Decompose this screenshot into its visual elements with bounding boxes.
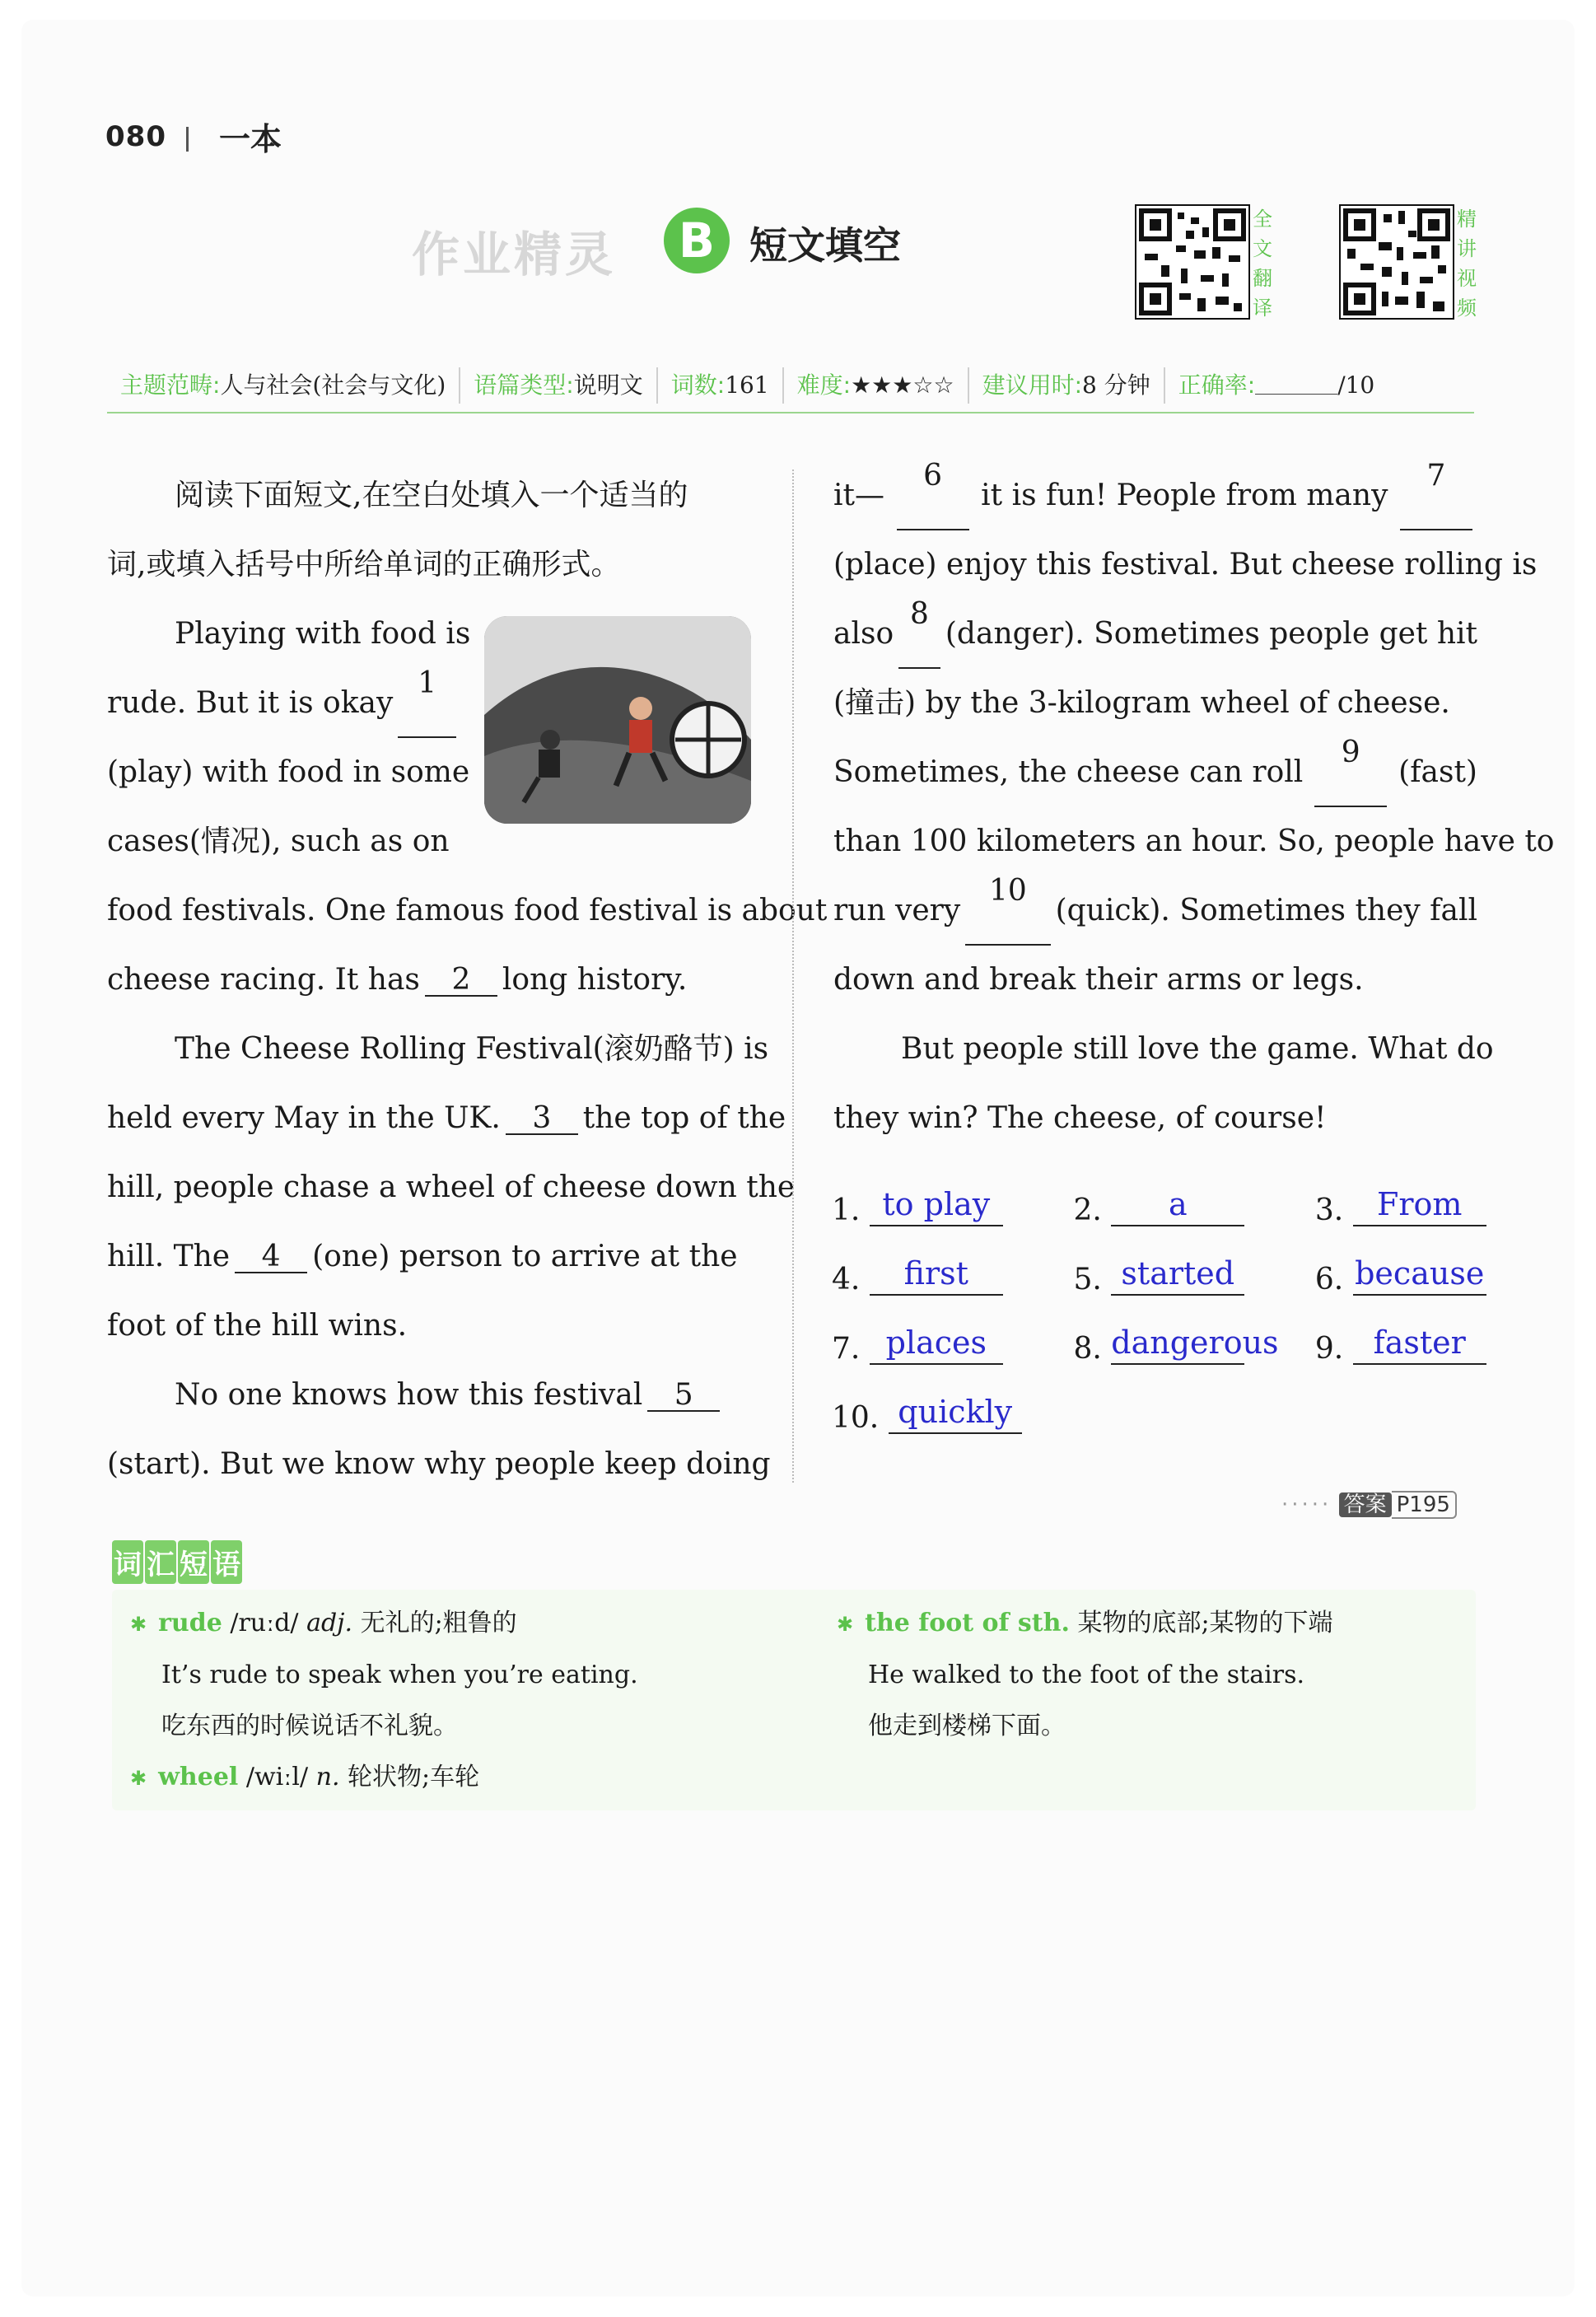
passage-line [107,1361,754,1430]
qr-label-translation: 全文翻译 [1253,208,1272,320]
answer-6-field[interactable]: because [1353,1253,1486,1296]
passage-line [107,946,754,1015]
blank-9[interactable]: 9 [1314,738,1387,807]
bullet-star-icon: ✱ [130,1767,147,1790]
info-topic-value: 人与社会(社会与文化) [220,371,446,399]
blank-8[interactable]: 8 [898,600,940,669]
blank-2[interactable]: 2 [425,965,497,997]
passage-text: Sometimes, the cheese can roll [833,755,1304,789]
section-badge: B [664,208,730,273]
instruction-line: 词,或填入括号中所给单词的正确形式。 [107,548,621,582]
answer-10-field[interactable]: quickly [889,1391,1022,1434]
passage-text: the top of the [582,1101,786,1135]
passage-right-column [833,459,1555,1153]
answer-number: 4. [832,1263,861,1296]
blank-3[interactable]: 3 [506,1104,578,1135]
passage-text: it— [833,479,884,512]
info-accuracy-value: /10 [1337,371,1375,399]
info-accuracy-label: 正确率: [1178,371,1256,399]
answer-number: 7. [832,1332,861,1366]
passage-text: held every May in the UK. [107,1101,501,1135]
answer-number: 10. [832,1401,880,1435]
vocab-heading-char: 词 [112,1540,143,1584]
info-time-value: 8 分钟 [1082,371,1150,399]
answer-item [832,1176,1064,1245]
vocab-meaning: 轮状物;车轮 [348,1763,480,1791]
passage-line: they win? The cheese, of course! [833,1101,1327,1135]
answer-4-field[interactable]: first [870,1253,1003,1296]
answer-item [1315,1315,1486,1384]
passage-text: (play) with food in some [107,755,470,789]
info-genre [460,367,657,404]
passage-text: Playing with food is [175,617,471,651]
instruction-line: 阅读下面短文,在空白处填入一个适当的 [175,479,688,512]
passage-line: The Cheese Rolling Festival(滚奶酪节) is [175,1032,769,1066]
answer-reference-page: P195 [1392,1491,1457,1519]
passage-line [107,807,461,876]
passage-text: (quick). Sometimes they fall [1055,894,1477,927]
answer-item [1315,1245,1486,1315]
qr-code-icon [1341,206,1453,318]
vocab-heading-char: 短 [178,1540,209,1584]
vocab-headword: the foot of sth. [865,1609,1070,1637]
cheese-rolling-picture [484,616,751,824]
answer-number: 6. [1314,1263,1344,1296]
page-number: 080 [105,120,166,153]
bullet-star-icon: ✱ [130,1613,147,1636]
vocab-entry [130,1598,805,1650]
exercise-info-bar [107,362,1474,409]
passage-line [833,597,1477,669]
answer-9-field[interactable]: faster [1353,1322,1486,1365]
passage-text: also [833,617,894,651]
passage-text: cheese racing. It has [107,963,420,997]
vocab-entry [130,1752,805,1804]
passage-line: (place) enjoy this festival. But cheese rolling is [833,548,1538,582]
info-words [658,367,784,404]
blank-10[interactable]: 10 [965,876,1050,946]
qr-code-icon [1136,206,1248,318]
passage-line: hill, people chase a wheel of cheese down the [107,1170,796,1204]
passage-text: (danger). Sometimes people get hit [945,617,1477,651]
info-time [969,367,1165,404]
blank-7[interactable]: 7 [1400,461,1472,530]
passage-line: than 100 kilometers an hour. So, people have to [833,824,1555,858]
passage-line [833,461,1477,530]
page-number-divider [186,127,189,152]
answer-7-field[interactable]: places [870,1322,1003,1365]
answer-5-field[interactable]: started [1111,1253,1244,1296]
answer-item [1073,1176,1305,1245]
answer-row [832,1384,1491,1453]
passage-line: (撞击) by the 3-kilogram wheel of cheese. [833,686,1450,720]
passage-line [833,738,1477,807]
answer-row [832,1315,1491,1384]
passage-line: foot of the hill wins. [107,1309,408,1343]
answer-item [832,1315,1064,1384]
vocab-heading-char: 汇 [145,1540,176,1584]
vocab-phonetic: /ruːd/ [230,1609,299,1637]
answer-item [832,1384,1022,1453]
vocab-phonetic: /wiːl/ [245,1763,309,1791]
answer-3-field[interactable]: From [1353,1184,1486,1226]
column-divider [792,469,794,1483]
vocab-entry [837,1598,1463,1650]
info-topic-label: 主题范畴: [120,371,221,399]
answer-number: 2. [1073,1194,1102,1227]
vocab-example-zh: 吃东西的时候说话不礼貌。 [161,1712,458,1740]
passage-line [107,1084,786,1153]
brand-logo: 一本 [219,120,282,157]
vocab-meaning: 某物的底部;某物的下端 [1077,1609,1333,1637]
passage-line: food festivals. One famous food festival is about [107,894,828,927]
answer-number: 9. [1314,1332,1344,1366]
vocab-headword: wheel [158,1763,239,1791]
answer-grid [832,1176,1491,1453]
answer-item [1073,1315,1305,1384]
vocab-meaning: 无礼的;粗鲁的 [360,1609,517,1637]
answer-8-field[interactable]: dangerous [1111,1322,1244,1365]
difficulty-stars: ★★★☆☆ [851,371,954,399]
passage-text: (one) person to arrive at the [312,1240,738,1273]
passage-line [107,738,470,807]
info-difficulty-label: 难度: [796,371,852,399]
answer-row [832,1245,1491,1315]
answer-number: 5. [1073,1263,1102,1296]
blank-4[interactable]: 4 [235,1242,307,1273]
passage-line: (start). But we know why people keep doing [107,1447,771,1481]
vocab-heading [112,1540,244,1584]
passage-text: cases(情况), such as on [107,824,450,858]
answer-item [832,1245,1064,1315]
answer-row [832,1176,1491,1245]
cheese-rolling-illustration [484,616,751,824]
vocab-pos: n. [315,1763,340,1791]
vocab-example-en: It’s rude to speak when you’re eating. [161,1661,638,1689]
blank-6[interactable]: 6 [897,461,969,530]
passage-line: But people still love the game. What do [901,1032,1494,1066]
answer-item [1073,1245,1305,1315]
qr-label-video: 精讲视频 [1457,208,1477,320]
answer-number: 8. [1073,1332,1102,1366]
info-difficulty [784,367,969,404]
passage-text: long history. [502,963,688,997]
vocab-left [130,1598,805,1804]
passage-text: hill. The [107,1240,231,1273]
info-divider [107,412,1474,413]
watermark: 作业精灵 [412,227,617,283]
answer-number: 3. [1314,1194,1344,1227]
vocab-right [837,1598,1463,1752]
accuracy-input-line[interactable] [1255,369,1337,395]
vocab-example-zh: 他走到楼梯下面。 [868,1712,1066,1740]
answer-2-field[interactable]: a [1111,1184,1244,1226]
info-words-label: 词数: [670,371,726,399]
vocab-pos: adj. [306,1609,353,1637]
vocab-headword: rude [158,1609,222,1637]
passage-text: run very [833,894,961,927]
answer-item [1315,1176,1486,1245]
passage-text: (fast) [1398,755,1477,789]
info-genre-value: 说明文 [573,371,643,399]
passage-text: No one knows how this festival [175,1378,643,1412]
passage-text: rude. But it is okay [107,686,394,720]
info-time-label: 建议用时: [982,371,1083,399]
answer-reference-dots: ····· [1281,1493,1332,1517]
qr-code-video[interactable] [1339,204,1454,320]
info-topic [107,367,460,404]
info-words-value: 161 [725,371,769,399]
passage-line [107,1222,754,1292]
info-genre-label: 语篇类型: [474,371,574,399]
passage-line [833,876,1477,946]
passage-line [107,666,461,738]
passage-line [107,600,471,669]
section-title: 短文填空 [749,223,901,268]
passage-text: it is fun! People from many [981,479,1388,512]
blank-5[interactable]: 5 [647,1380,720,1412]
answer-reference-label: 答案 [1339,1493,1392,1517]
answer-reference[interactable] [1281,1488,1457,1518]
qr-code-translation[interactable] [1135,204,1250,320]
vocab-example-en: He walked to the foot of the stairs. [868,1661,1304,1689]
bullet-star-icon: ✱ [837,1613,854,1636]
info-accuracy [1165,367,1388,404]
passage-line: down and break their arms or legs. [833,963,1364,997]
blank-1[interactable]: 1 [398,669,456,738]
answer-1-field[interactable]: to play [870,1184,1003,1226]
vocab-heading-char: 语 [211,1540,242,1584]
answer-number: 1. [832,1194,861,1227]
